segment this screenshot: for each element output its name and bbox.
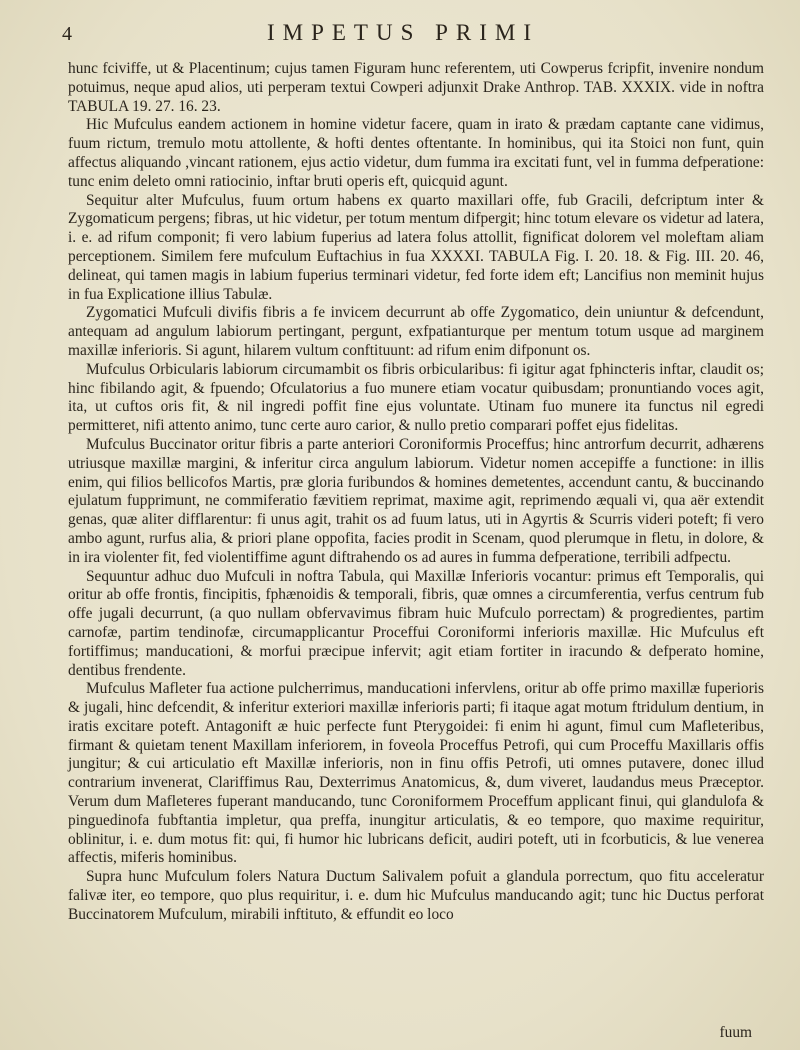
- paragraph: Hic Mufculus eandem actionem in homine videtur facere, quam in irato & prædam captante cane vidimus, fuum rictum, tremulo motu attollente, & hofti dentes oftentante. In hominibus, qui ita Stoici non funt, quin affectus aliquando ,vincant rationem, ejus actio videtur, dum fumma ira excitati funt, vel in fumma defperatione: tunc enim deleto omni ratiocinio, inftar bruti operis eft, quicquid agunt.: [68, 116, 764, 190]
- paragraph: Zygomatici Mufculi divifis fibris a fe invicem decurrunt ab offe Zygomatico, dein uniuntur & defcendunt, antequam ad angulum labiorum pertingant, pergunt, exfpatianturque per mentum totum usque ad marginem maxillæ inferioris. Si agunt, hilarem vultum conftituunt: ad rifum enim difponunt os.: [68, 304, 764, 359]
- paragraph: hunc fciviffe, ut & Placentinum; cujus tamen Figuram hunc referentem, uti Cowperus fcripfit, invenire nondum potuimus, neque apud alios, uti perperam textui Cowperi adjunxit Drake Anthrop. TAB. XXXIX. vide in noftra TABULA 19. 27. 16. 23.: [68, 60, 764, 115]
- paragraph: Mufculus Orbicularis labiorum circumambit os fibris orbicularibus: fi igitur agat fphincteris inftar, claudit os; hinc fibilando agit, & fpuendo; Ofculatorius a fuo munere etiam vocatur quibusdam; pronuntiando voces agit, ita, ut cuftos oris fit, & nil ingredi poffit fine ejus voluntate. Utinam fuo munere ita functus nil egredi permitteret, nifi attento animo, tunc certe auro carior, & nullo pretio comparari poffet ejus fidelitas.: [68, 360, 764, 435]
- paragraph: Sequitur alter Mufculus, fuum ortum habens ex quarto maxillari offe, fub Gracili, defcriptum inter & Zygomaticum pergens; fibras, ut hic videtur, per totum mentum difpergit; hinc totum elevare os videtur ad latera, i. e. ad rifum componit; fi vero labium fuperius ad latera folus attollit, fignificat dolorem vel moleftam aliam perceptionem. Similem fere mufculum Euftachius in fua XXXXI. TABULA Fig. I. 20. 18. & Fig. III. 20. 46, delineat, qui tamen magis in labium fuperius terminari videtur, fed forte idem eft; Lancifius non meminit hujus in fua Explicatione illius Tabulæ.: [68, 191, 764, 303]
- running-head: IMPETUS PRIMI: [266, 20, 540, 45]
- page-header: [40, 20, 764, 50]
- paragraph: Mufculus Buccinator oritur fibris a parte anteriori Coroniformis Proceffus; hinc antrorfum decurrit, adhærens utriusque maxillæ margini, & inferitur circa angulum labiorum. Videtur nomen accepiffe a functione: in illis enim, qui filios bellicofos Martis, præ gloria furibundos & homines demetentes, accendunt cantu, & buccinando ejulatum fupprimunt, ne commiferatio fævitiem reprimat, maxime agit, reprimendo æquali vi, qua aër extendit genas, quæ aliter difflarentur: fi unus agit, trahit os ad fuum latus, uti in Agyrtis & Scurris videri poteft; fi vero ambo agunt, rurfus alia, & priori plane oppofita, facies prodit in Scenam, quod plerumque in fletu, in dolore, & in ira violenter fit, fed violentiffime agunt diftrahendo os ad aures in fumma defperatione, terribili adfpectu.: [68, 435, 764, 566]
- catchword: fuum: [719, 1024, 752, 1041]
- paragraph: Supra hunc Mufculum folers Natura Ductum Salivalem pofuit a glandula porrectum, quo fitu acceleratur falivæ iter, eo tempore, quo plus requiritur, i. e. dum hic Mufculus manducando agit; tunc hic Ductus perforat Buccinatorem Mufculum, mirabili inftituto, & effundit eo loco: [68, 868, 764, 923]
- page-number: 4: [62, 23, 72, 45]
- body-text: [68, 60, 764, 925]
- paragraph: Sequuntur adhuc duo Mufculi in noftra Tabula, qui Maxillæ Inferioris vocantur: primus eft Temporalis, qui oritur ab offe frontis, fincipitis, fphænoidis & temporali, fibris, quæ omnes a circumferentia, verfus centrum fub offe jugali decurrunt, (a quo nullam obfervavimus fibram huic Mufculo porrectam) & progredientes, partim carnofæ, partim tendinofæ, circumapplicantur Proceffui Coroniformi inferioris maxillæ. Hic Mufculus eft fortiffimus; manducationi, & morfui præcipue infervit; agit etiam fortiter in iracundo & defperato homine, dentibus frendente.: [68, 567, 764, 679]
- paragraph: Mufculus Mafleter fua actione pulcherrimus, manducationi infervlens, oritur ab offe primo maxillæ fuperioris & jugali, hinc defcendit, & inferitur exteriori maxillæ inferioris parti; fi itaque agat motum ftridulum dentium, in iratis excitare poteft. Antagonift æ huic perfecte funt Pterygoidei: fi enim hi agunt, fimul cum Mafleteribus, firmant & quietam tenent Maxillam inferiorem, in foveola Proceffus Petrofi, qui cum Proceffu Maxillaris offis jungitur; & cui articulatio eft Maxillæ inferioris, non in finu offis Petrofi, uti omnes putavere, donec illud contrarium invenerat, Clariffimus Rau, Dexterrimus Anatomicus, &, dum viveret, laudandus meus Præceptor. Verum dum Mafleteres fuperant manducando, tunc Coroniformem Proceffum applicant finui, qui glandulofa & pinguedinofa fubftantia impletur, qua preffa, inungitur articulatis, & eo tempore, quo maxime requiritur, oblinitur, i. e. dum motus fit: qui, fi humor hic lubricans deficit, audiri poteft, uti in fcorbuticis, & lue venerea affectis, miferis hominibus.: [68, 680, 764, 867]
